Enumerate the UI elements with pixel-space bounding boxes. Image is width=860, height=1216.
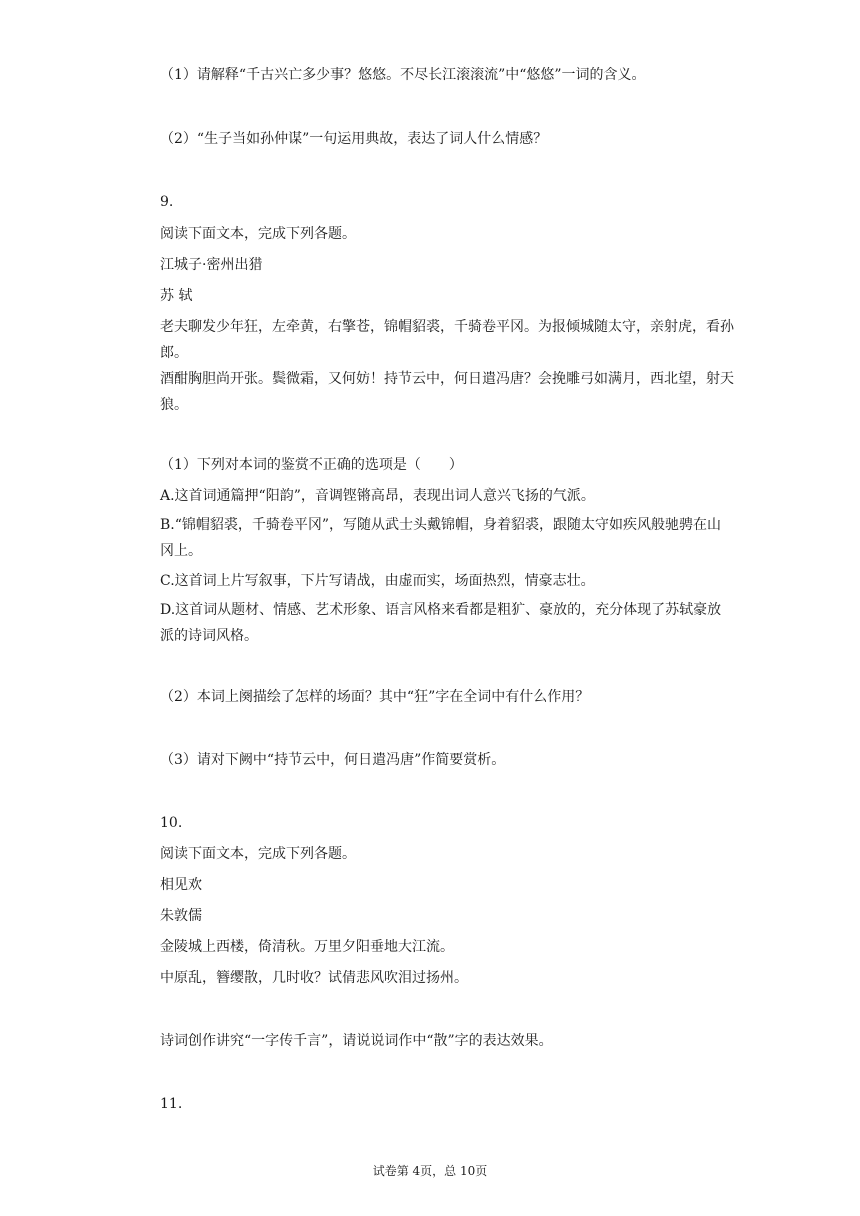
question-10-intro: 阅读下面文本，完成下列各题。	[160, 846, 356, 862]
question-10-number: 10.	[160, 815, 183, 831]
poem-title-2: 相见欢	[160, 877, 202, 893]
poem-stanza-1: 老夫聊发少年狂，左牵黄，右擎苍，锦帽貂裘，千骑卷平冈。为报倾城随太守，亲射虎，看孙郎。	[160, 319, 734, 361]
question-9-sub1: （1）下列对本词的鉴赏不正确的选项是（ ）	[160, 457, 463, 473]
question-9-sub3: （3）请对下阙中“持节云中，何日遣冯唐”作简要赏析。	[160, 752, 506, 768]
page-footer: 试卷第 4页，总 10页	[372, 1164, 488, 1178]
question-8-sub1: （1）请解释“千古兴亡多少事？悠悠。不尽长江滚滚流”中“悠悠”一词的含义。	[160, 67, 646, 83]
question-9-sub2: （2）本词上阕描绘了怎样的场面？其中“狂”字在全词中有什么作用？	[160, 689, 590, 705]
poem-title: 江城子·密州出猎	[160, 257, 263, 273]
question-9-number: 9.	[160, 194, 174, 210]
poem-author-2: 朱敦儒	[160, 908, 202, 924]
question-10-prompt: 诗词创作讲究“一字传千言”，请说说词作中“散”字的表达效果。	[160, 1033, 553, 1049]
poem-stanza-2: 酒酣胸胆尚开张。鬓微霜，又何妨！持节云中，何日遣冯唐？会挽雕弓如满月，西北望，射天狼。	[160, 371, 734, 413]
option-b: B.“锦帽貂裘，千骑卷平冈”，写随从武士头戴锦帽，身着貂裘，跟随太守如疾风般驰骋在山冈上。	[160, 517, 722, 559]
poem-line-2: 中原乱，簪缨散，几时收？试倩悲风吹泪过扬州。	[160, 970, 468, 986]
poem-author: 苏 轼	[160, 288, 193, 304]
question-8-sub2: （2）“生子当如孙仲谋”一句运用典故，表达了词人什么情感？	[160, 131, 548, 147]
option-d: D.这首词从题材、情感、艺术形象、语言风格来看都是粗犷、豪放的，充分体现了苏轼豪放派的诗词风格。	[160, 602, 722, 644]
question-11-number: 11.	[160, 1096, 183, 1112]
option-c: C.这首词上片写叙事，下片写请战，由虚而实，场面热烈，情豪志壮。	[160, 573, 595, 589]
option-a: A.这首词通篇押“阳韵”，音调铿锵高昂，表现出词人意兴飞扬的气派。	[160, 488, 595, 504]
poem-line-1: 金陵城上西楼，倚清秋。万里夕阳垂地大江流。	[160, 939, 454, 955]
question-9-intro: 阅读下面文本，完成下列各题。	[160, 226, 356, 242]
